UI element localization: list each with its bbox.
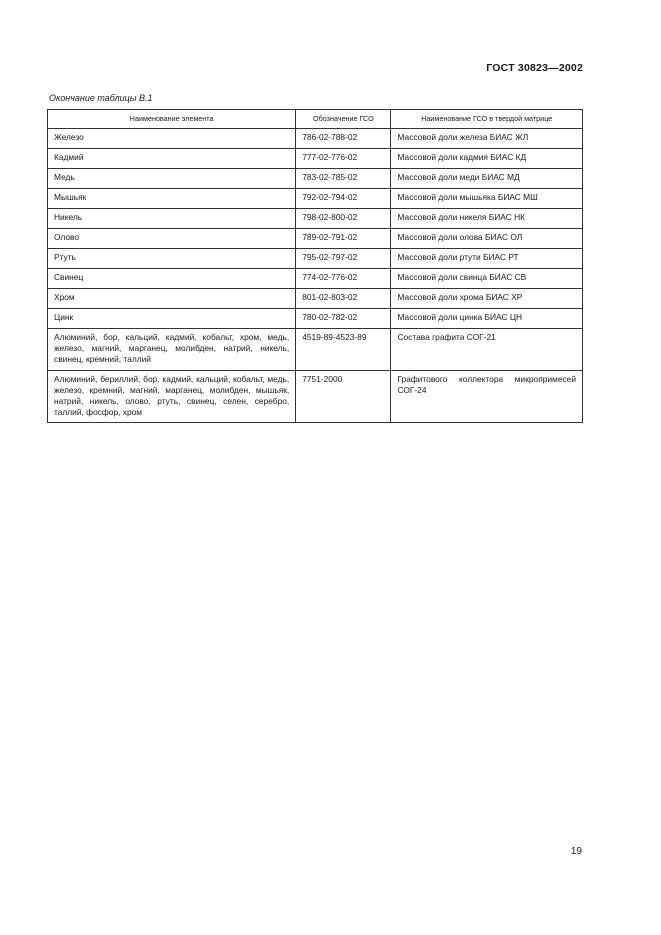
cell-code: 7751-2000 xyxy=(296,370,391,423)
cell-element: Мышьяк xyxy=(48,189,296,209)
column-header-element: Наименование элемента xyxy=(48,110,296,129)
reference-materials-table xyxy=(47,109,583,423)
cell-element: Олово xyxy=(48,229,296,249)
cell-code: 774-02-776-02 xyxy=(296,269,391,289)
cell-element: Никель xyxy=(48,209,296,229)
cell-code: 795-02-797-02 xyxy=(296,249,391,269)
cell-name: Массовой доли никеля БИАС НК xyxy=(391,209,583,229)
cell-name: Массовой доли ртути БИАС РТ xyxy=(391,249,583,269)
cell-name: Массовой доли олова БИАС ОЛ xyxy=(391,229,583,249)
cell-code: 786-02-788-02 xyxy=(296,129,391,149)
cell-name: Состава графита СОГ-21 xyxy=(391,329,583,371)
cell-element: Железо xyxy=(48,129,296,149)
cell-element: Хром xyxy=(48,289,296,309)
cell-element: Кадмий xyxy=(48,149,296,169)
cell-code: 777-02-776-02 xyxy=(296,149,391,169)
cell-code: 798-02-800-02 xyxy=(296,209,391,229)
table-row xyxy=(48,370,583,423)
table-row xyxy=(48,249,583,269)
table-row xyxy=(48,149,583,169)
table-caption: Окончание таблицы В.1 xyxy=(49,93,153,103)
cell-code: 4519-89-4523-89 xyxy=(296,329,391,371)
cell-element: Алюминий, бор, кальций, кадмий, кобальт, хром, медь, железо, магний, марганец, молибден, натрий, никель, свинец, кремний, таллий xyxy=(48,329,296,371)
cell-element: Свинец xyxy=(48,269,296,289)
table-row xyxy=(48,209,583,229)
cell-element: Алюминий, бериллий, бор, кадмий, кальций, кобальт, медь, железо, кремний, магний, марганец, молибден, мышьяк, натрий, никель, олово, ртуть, свинец, селен, серебро, таллий, фосфор, хром xyxy=(48,370,296,423)
page-number: 19 xyxy=(570,846,582,857)
cell-element: Ртуть xyxy=(48,249,296,269)
cell-name: Массовой доли мышьяка БИАС МШ xyxy=(391,189,583,209)
column-header-name: Наименование ГСО в твердой матрице xyxy=(391,110,583,129)
cell-name: Массовой доли железа БИАС ЖЛ xyxy=(391,129,583,149)
table-row xyxy=(48,329,583,371)
cell-element: Цинк xyxy=(48,309,296,329)
cell-name: Массовой доли кадмия БИАС КД xyxy=(391,149,583,169)
cell-code: 789-02-791-02 xyxy=(296,229,391,249)
cell-name: Массовой доли хрома БИАС ХР xyxy=(391,289,583,309)
cell-element: Медь xyxy=(48,169,296,189)
table-row xyxy=(48,169,583,189)
table-header-row xyxy=(48,110,583,129)
table-row xyxy=(48,189,583,209)
table-row xyxy=(48,269,583,289)
table-row xyxy=(48,229,583,249)
column-header-code: Обозначение ГСО xyxy=(296,110,391,129)
cell-name: Массовой доли меди БИАС МД xyxy=(391,169,583,189)
document-standard-header: ГОСТ 30823—2002 xyxy=(486,62,583,74)
table-row xyxy=(48,309,583,329)
cell-code: 780-02-782-02 xyxy=(296,309,391,329)
cell-code: 783-02-785-02 xyxy=(296,169,391,189)
cell-name: Массовой доли свинца БИАС СВ xyxy=(391,269,583,289)
cell-name: Графитового коллектора микропримесей СОГ-24 xyxy=(391,370,583,423)
table-row xyxy=(48,289,583,309)
table-row xyxy=(48,129,583,149)
cell-code: 792-02-794-02 xyxy=(296,189,391,209)
cell-code: 801-02-803-02 xyxy=(296,289,391,309)
cell-name: Массовой доли цинка БИАС ЦН xyxy=(391,309,583,329)
